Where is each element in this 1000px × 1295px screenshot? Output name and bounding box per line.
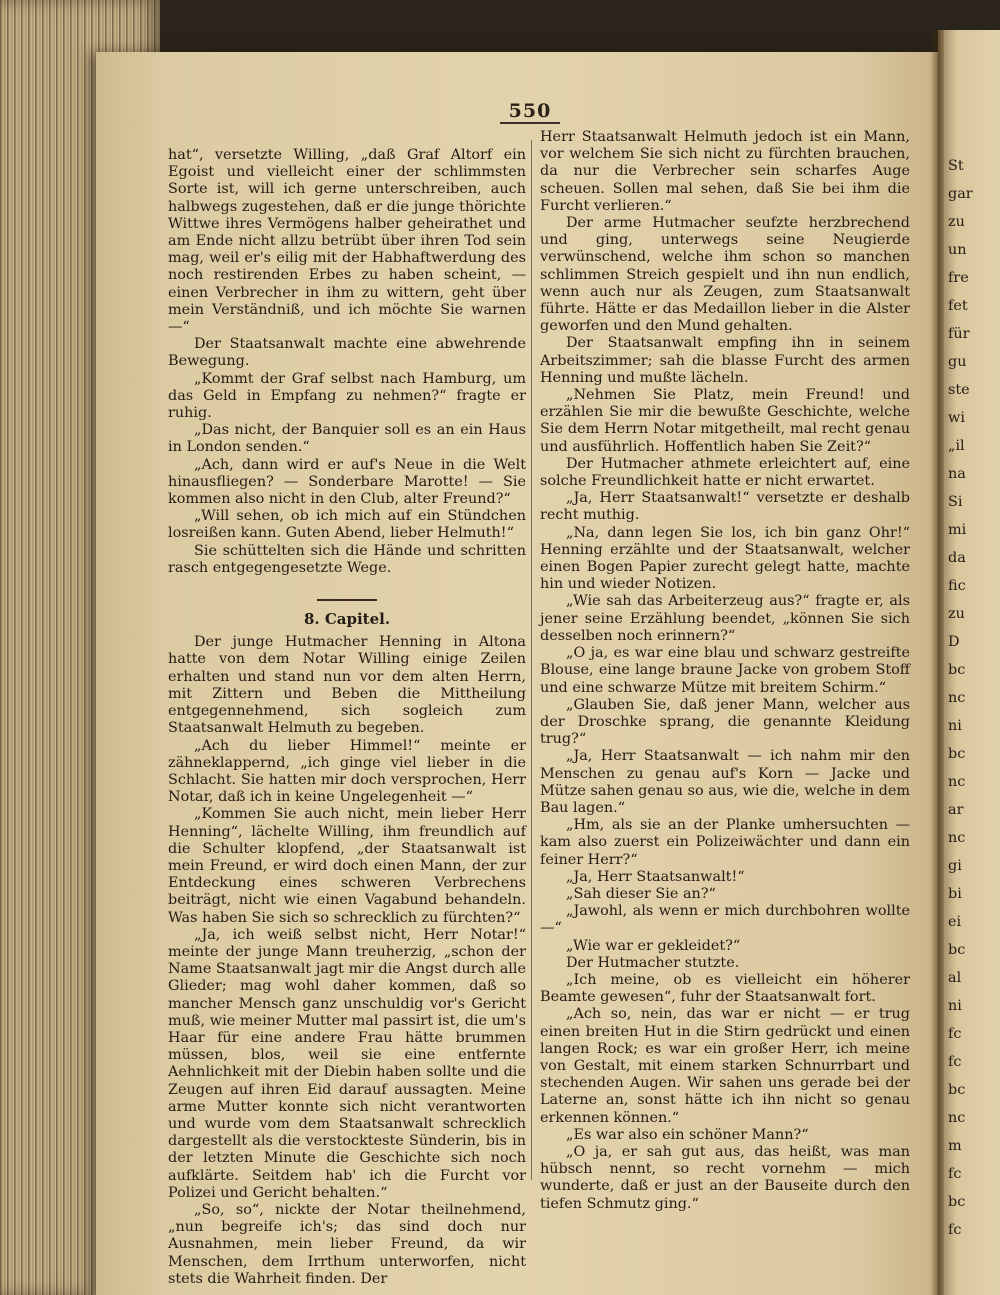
next-page-fragment: gu <box>948 354 967 370</box>
paragraph: „Sah dieser Sie an?“ <box>566 885 716 902</box>
paragraph: Herr Staatsanwalt Helmuth jedoch ist ein Mann, vor welchem Sie sich nicht zu fürchten brauchen, da nur die Verbrecher sein scharfes Auge scheuen. Sollen mal sehen, daß Sie bei ihm die Furcht verlieren.“ <box>540 129 910 214</box>
next-page-fragment: na <box>948 466 966 482</box>
next-page-fragment: bc <box>948 942 966 958</box>
column-divider <box>531 140 532 1180</box>
next-page-fragment: zu <box>948 214 965 230</box>
next-page-fragment: Si <box>948 494 963 510</box>
paragraph: „Das nicht, der Banquier soll es an ein Haus in London senden.“ <box>168 422 526 456</box>
paragraph: „Ja, Herr Staatsanwalt!“ <box>566 868 745 885</box>
next-page-fragment: zu <box>948 606 965 622</box>
paragraph: Der Staatsanwalt empfing ihn in seinem Arbeitszimmer; sah die blasse Furcht des armen Henning und mußte lächeln. <box>540 335 910 386</box>
paragraph: „O ja, er sah gut aus, das heißt, was man hübsch nennt, so recht vornehm — mich wunderte, daß er just an der Bauseite durch den tiefen Schmutz ging.“ <box>540 1143 910 1212</box>
next-page-fragment: fc <box>948 1054 962 1070</box>
paragraph: „O ja, es war eine blau und schwarz gestreifte Blouse, eine lange braune Jacke von grobem Stoff und eine schwarze Mütze mit breitem Schirm.“ <box>540 645 910 696</box>
page-number: 550 <box>508 100 552 122</box>
paragraph: „Jawohl, als wenn er mich durchbohren wollte —“ <box>540 903 910 937</box>
next-page-fragment: nc <box>948 690 966 706</box>
paragraph: „Ja, Herr Staatsanwalt — ich nahm mir den Menschen zu genau auf's Korn — Jacke und Mütze sahen genau so aus, wie die, welche in dem Bau lagen.“ <box>540 748 910 816</box>
paragraph: „Will sehen, ob ich mich auf ein Stündchen losreißen kann. Guten Abend, lieber Helmuth!“ <box>168 508 526 542</box>
paragraph: „Ach, dann wird er auf's Neue in die Welt hinausfliegen? — Sonderbare Marotte! — Sie kommen also nicht in den Club, alter Freund?“ <box>168 456 526 508</box>
next-page-fragment: m <box>948 1138 962 1154</box>
next-page-fragment: ste <box>948 382 970 398</box>
next-page-fragment: ni <box>948 718 962 734</box>
paragraph: „Ja, ich weiß selbst nicht, Herr Notar!“ meinte der junge Mann treuherzig, „schon der Name Staatsanwalt jagt mir die Angst durch alle Glieder; mag wohl daher kommen, daß so mancher Mensch ganz unschuldig vor's Gericht muß, wie meiner Mutter mal passirt ist, die um's Haar für eine andere Frau hätte brummen müssen, blos, weil sie eine entfernte Aehnlichkeit mit der Diebin haben sollte und die Zeugen auf ihren Eid darauf aussagten. Meine arme Mutter konnte sich nicht verantworten und wurde vom dem Staatsanwalt schrecklich dargestellt als die verstockteste Sünderin, bis in der letzten Minute die Geschichte sich noch aufklärte. Seitdem hab' ich die Furcht vor Polizei und Gericht behalten.“ <box>168 926 526 1201</box>
next-page-fragment: fc <box>948 1026 962 1042</box>
next-page-fragment: un <box>948 242 967 258</box>
paragraph: „Wie sah das Arbeiterzeug aus?“ fragte er, als jener seine Erzählung beendet, „können Sie sich desselben noch erinnern?“ <box>540 593 910 644</box>
paragraph: „Es war also ein schöner Mann?“ <box>566 1126 809 1143</box>
chapter-heading: 8. Capitel. <box>303 610 391 629</box>
next-page-fragment: ei <box>948 914 962 930</box>
next-page-fragment: bc <box>948 1194 966 1210</box>
next-page-fragment: gar <box>948 186 973 202</box>
next-page-fragment: nc <box>948 774 966 790</box>
next-page-fragment: da <box>948 550 966 566</box>
next-page-fragment: mi <box>948 522 967 538</box>
paragraph: Der Hutmacher stutzte. <box>566 954 740 971</box>
next-page-fragment: fet <box>948 298 968 314</box>
next-page-fragment: St <box>948 158 964 174</box>
paragraph: „Glauben Sie, daß jener Mann, welcher aus der Droschke sprang, die genannte Kleidung trug?“ <box>540 696 910 748</box>
paragraph: „Ja, Herr Staatsanwalt!“ versetzte er deshalb recht muthig. <box>540 490 910 524</box>
paragraph: „Kommt der Graf selbst nach Hamburg, um das Geld in Empfang zu nehmen?“ fragte er ruhig. <box>168 370 526 422</box>
paragraph: „Ach du lieber Himmel!“ meinte er zähneklappernd, „ich ginge viel lieber in die Schlacht. Sie hatten mir doch versprochen, Herr Notar, daß ich in keine Ungelegenheit —“ <box>168 737 526 806</box>
next-page-fragment: fc <box>948 1222 962 1238</box>
next-page-edge <box>938 30 1000 1295</box>
paragraph: Sie schüttelten sich die Hände und schritten rasch entgegengesetzte Wege. <box>168 542 526 576</box>
right-column <box>540 129 910 1213</box>
next-page-fragment: D <box>948 634 960 650</box>
next-page-fragment: ni <box>948 998 962 1014</box>
next-page-fragment: fic <box>948 578 966 594</box>
paragraph: „Nehmen Sie Platz, mein Freund! und erzählen Sie mir die bewußte Geschichte, welche Sie dem Herrn Notar mitgetheilt, mal recht genau und ausführlich. Hoffentlich haben Sie Zeit?“ <box>540 387 910 455</box>
paragraph: Der junge Hutmacher Henning in Altona hatte von dem Notar Willing einige Zeilen erhalten und stand nun vor dem alten Herrn, mit Zittern und Beben die Mittheilung entgegennehmend, sich sogleich zum Staatsanwalt Helmuth zu begeben. <box>168 634 526 737</box>
paragraph: Der Staatsanwalt machte eine abwehrende Bewegung. <box>168 336 526 370</box>
paragraph: „Ach so, nein, das war er nicht — er trug einen breiten Hut in die Stirn gedrückt und einen langen Rock; es war ein großer Herr, ich meine von Gestalt, mit einem starken Schnurrbart und stechenden Augen. Wir sahen uns gerade bei der Laterne an, sonst hätte ich ihn nicht so genau erkennen können.“ <box>540 1006 910 1126</box>
header-rule <box>500 122 560 124</box>
next-page-fragment: ar <box>948 802 964 818</box>
next-page-fragment: bc <box>948 1082 966 1098</box>
paragraph: „Wie war er gekleidet?“ <box>566 937 741 954</box>
next-page-fragment: bc <box>948 662 966 678</box>
next-page-fragment: nc <box>948 830 966 846</box>
paragraph: „Na, dann legen Sie los, ich bin ganz Ohr!“ Henning erzählte und der Staatsanwalt, welcher einen Bogen Papier zurecht gelegt hatte, machte hin und wieder Notizen. <box>540 524 910 593</box>
next-page-fragment: nc <box>948 1110 966 1126</box>
next-page-fragment: fc <box>948 1166 962 1182</box>
paragraph: „Kommen Sie auch nicht, mein lieber Herr Henning“, lächelte Willing, ihm freundlich auf die Schulter klopfend, „der Staatsanwalt ist mein Freund, er wird doch einen Mann, der zur Entdeckung eines schweren Verbrechens beiträgt, nicht wie einen Vagabund behandeln. Was haben Sie sich so schrecklich zu fürchten?“ <box>168 806 526 926</box>
paragraph: „Hm, als sie an der Planke umhersuchten — kam also zuerst ein Polizeiwächter und dann ein feiner Herr?“ <box>540 817 910 868</box>
next-page-fragment: wi <box>948 410 965 426</box>
next-page-fragment: bc <box>948 746 966 762</box>
next-page-fragment: für <box>948 326 970 342</box>
next-page-fragment: fre <box>948 270 969 286</box>
paragraph: Der Hutmacher athmete erleichtert auf, eine solche Freundlichkeit hatte er nicht erwartet. <box>540 455 910 490</box>
next-page-fragment: al <box>948 970 962 986</box>
left-column <box>168 147 526 1288</box>
paragraph: hat“, versetzte Willing, „daß Graf Altorf ein Egoist und vielleicht einer der schlimmsten Sorte ist, will ich gerne unterschreiben, auch halbwegs zugestehen, daß er die junge thörichte Wittwe ihres Vermögens halber geheirathet und am Ende nicht allzu betrübt über ihren Tod sein mag, weil er's eilig mit der Habhaftwerdung des noch restirenden Erbes zu haben scheint, — einen Verbrecher in ihm zu wittern, geht über mein Verständniß, und ich möchte Sie warnen —“ <box>168 147 526 336</box>
next-page-fragment: gi <box>948 858 962 874</box>
next-page-fragment: bi <box>948 886 962 902</box>
section-divider <box>317 599 377 601</box>
paragraph: „So, so“, nickte der Notar theilnehmend, „nun begreife ich's; das sind doch nur Ausnahmen, mein lieber Freund, da wir Menschen, dem Irrthum unterworfen, nicht stets die Wahrheit finden. Der <box>168 1201 526 1287</box>
paragraph: Der arme Hutmacher seufzte herzbrechend und ging, unterwegs seine Neugierde verwünschend, welche ihm schon so manchen schlimmen Streich gespielt und ihn nun endlich, wenn auch nur als Zeugen, zum Staatsanwalt führte. Hätte er das Medaillon lieber in die Alster geworfen und den Mund gehalten. <box>540 215 910 335</box>
gutter-shadow <box>930 30 944 1295</box>
next-page-fragment: „il <box>948 438 965 454</box>
paragraph: „Ich meine, ob es vielleicht ein höherer Beamte gewesen“, fuhr der Staatsanwalt fort. <box>540 971 910 1006</box>
